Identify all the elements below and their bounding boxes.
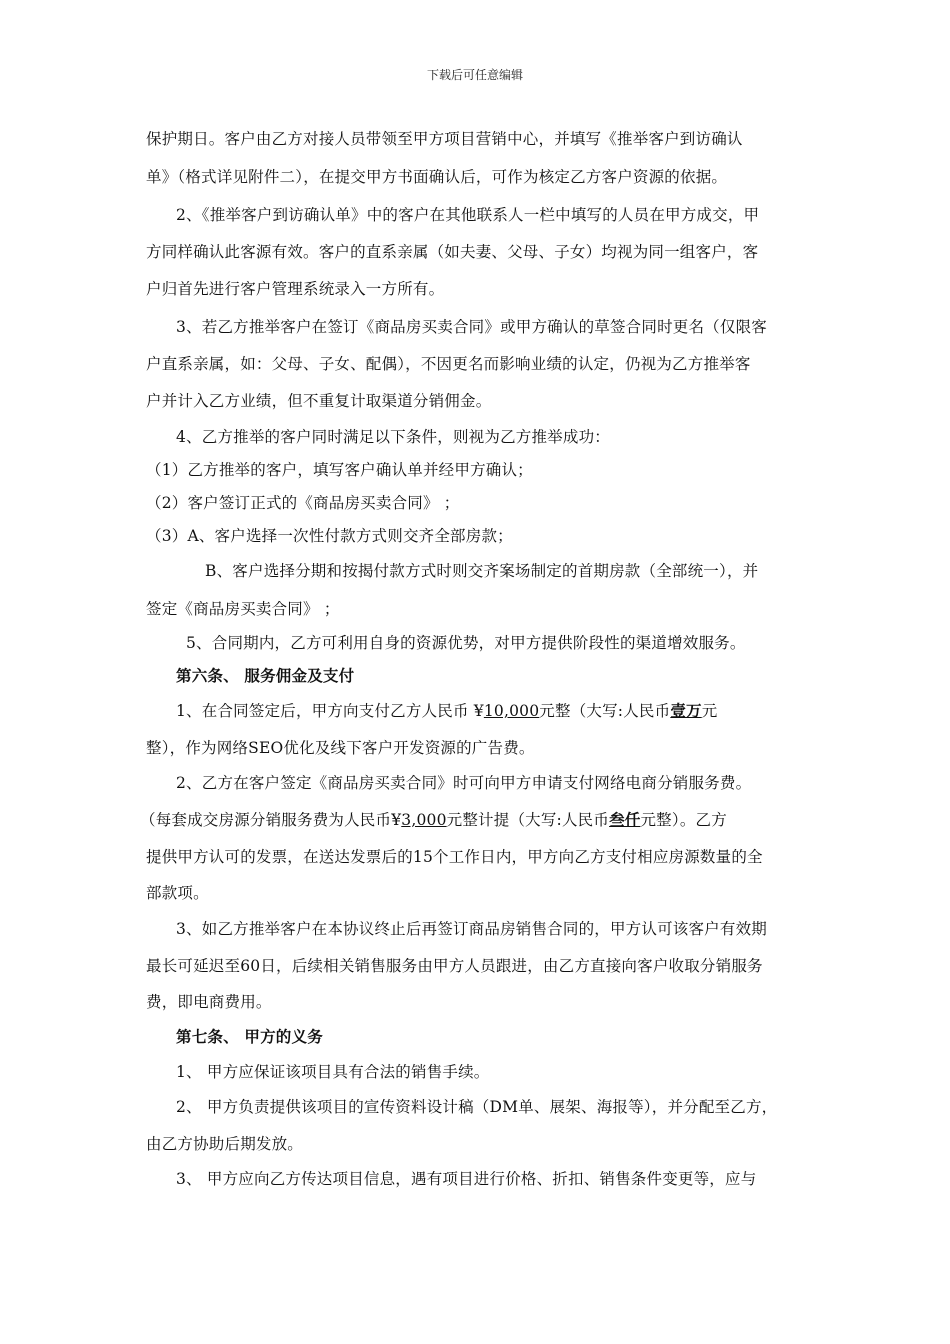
text-span: （每套成交房源分销服务费为人民币¥ — [140, 811, 402, 829]
amount-in-words-field: 叁仟 — [609, 810, 641, 829]
paragraph-line: （3）A、客户选择一次性付款方式则交齐全部房款； — [146, 527, 513, 545]
paragraph-line: 整），作为网络SEO优化及线下客户开发资源的广告费。 — [146, 739, 535, 757]
paragraph-line: 3、若乙方推举客户在签订《商品房买卖合同》或甲方确认的草签合同时更名（仅限客 — [176, 318, 767, 336]
paragraph-line: 3、 甲方应向乙方传达项目信息，遇有项目进行价格、折扣、销售条件变更等，应与 — [176, 1170, 757, 1188]
paragraph-line — [176, 699, 856, 721]
paragraph-line: 费，即电商费用。 — [146, 993, 272, 1011]
paragraph-line: 单》（格式详见附件二），在提交甲方书面确认后，可作为核定乙方客户资源的依据。 — [146, 168, 728, 186]
text-span: 1、在合同签定后，甲方向支付乙方人民币 ¥ — [176, 702, 484, 720]
paragraph-line: B、客户选择分期和按揭付款方式时则交齐案场制定的首期房款（全部统一），并 — [205, 562, 759, 580]
page-header: 下载后可任意编辑 — [426, 68, 523, 82]
text-span: 元整计提（大写:人民币 — [446, 811, 610, 829]
paragraph-line: 3、如乙方推举客户在本协议终止后再签订商品房销售合同的，甲方认可该客户有效期 — [176, 920, 767, 938]
paragraph-line: 最长可延迟至60日，后续相关销售服务由甲方人员跟进，由乙方直接向客户收取分销服务 — [146, 957, 763, 975]
amount-field: 3,000 — [401, 811, 447, 829]
section-heading-7: 第七条、 甲方的义务 — [176, 1028, 323, 1046]
section-heading-6: 第六条、 服务佣金及支付 — [176, 667, 355, 685]
amount-in-words-field: 壹万 — [670, 701, 702, 720]
paragraph-line: 方同样确认此客源有效。客户的直系亲属（如夫妻、父母、子女）均视为同一组客户，客 — [146, 243, 759, 261]
paragraph-line: 户归首先进行客户管理系统录入一方所有。 — [146, 280, 445, 298]
paragraph-line: （2）客户签订正式的《商品房买卖合同》 ； — [146, 494, 460, 512]
paragraph-line: 户并计入乙方业绩，但不重复计取渠道分销佣金。 — [146, 392, 492, 410]
paragraph-line: （1）乙方推举的客户，填写客户确认单并经甲方确认； — [146, 461, 533, 479]
paragraph-line: 2、乙方在客户签定《商品房买卖合同》时可向甲方申请支付网络电商分销服务费。 — [176, 774, 752, 792]
paragraph-line: 2、 甲方负责提供该项目的宣传资料设计稿（DM单、展架、海报等），并分配至乙方， — [176, 1098, 778, 1116]
text-span: 元 — [701, 702, 718, 720]
paragraph-line: 2、《推举客户到访确认单》中的客户在其他联系人一栏中填写的人员在甲方成交，甲 — [176, 206, 760, 224]
paragraph-line — [140, 808, 820, 830]
paragraph-line: 保护期日。客户由乙方对接人员带领至甲方项目营销中心，并填写《推举客户到访确认 — [146, 130, 743, 148]
paragraph-line: 部款项。 — [146, 884, 209, 902]
paragraph-line: 4、乙方推举的客户同时满足以下条件，则视为乙方推举成功： — [176, 428, 610, 446]
text-span: 元整）。乙方 — [640, 811, 727, 829]
paragraph-line: 户直系亲属，如：父母、子女、配偶），不因更名而影响业绩的认定，仍视为乙方推举客 — [146, 355, 751, 373]
paragraph-line: 签定《商品房买卖合同》 ； — [146, 600, 340, 618]
paragraph-line: 由乙方协助后期发放。 — [146, 1135, 304, 1153]
text-span: 元整（大写:人民币 — [539, 702, 671, 720]
amount-field: 10,000 — [483, 702, 540, 720]
paragraph-line: 5、合同期内，乙方可利用自身的资源优势，对甲方提供阶段性的渠道增效服务。 — [186, 634, 746, 652]
paragraph-line: 提供甲方认可的发票，在送达发票后的15个工作日内，甲方向乙方支付相应房源数量的全 — [146, 848, 763, 866]
paragraph-line: 1、 甲方应保证该项目具有合法的销售手续。 — [176, 1063, 490, 1081]
